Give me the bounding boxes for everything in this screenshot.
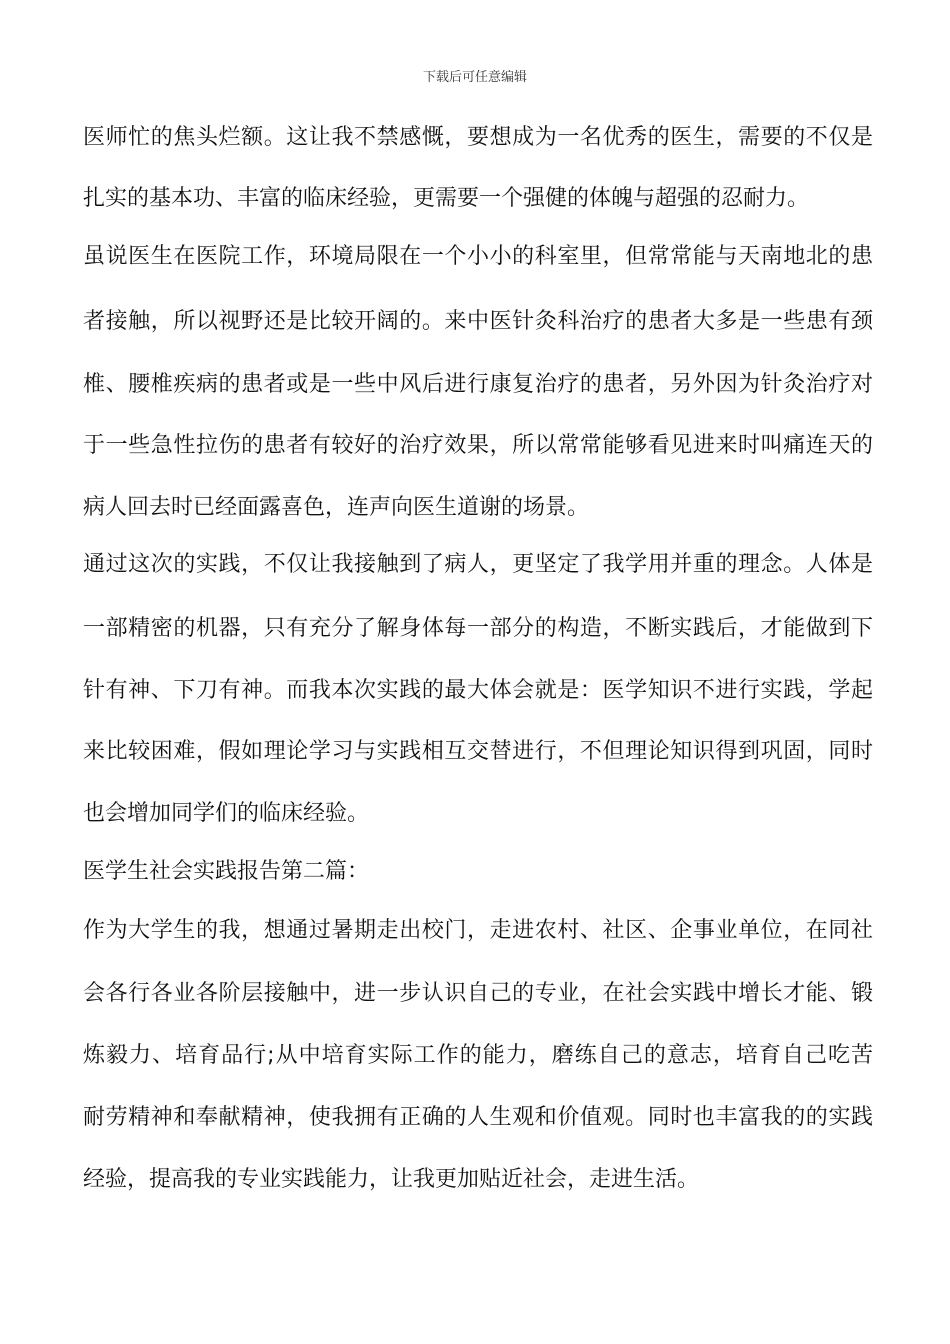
text-line: 作为大学生的我，想通过暑期走出校门，走进农村、社区、企事业单位，在同社 [83,918,873,943]
page-header: 下载后可任意编辑 [422,70,527,85]
text-line: 也会增加同学们的临床经验。 [83,801,370,826]
text-line: 扎实的基本功、丰富的临床经验，更需要一个强健的体魄与超强的忍耐力。 [83,186,810,211]
text-line: 者接触，所以视野还是比较开阔的。来中医针灸科治疗的患者大多是一些患有颈 [83,309,873,334]
text-line: 通过这次的实践，不仅让我接触到了病人，更坚定了我学用并重的理念。人体是 [83,552,873,577]
text-line: 医学生社会实践报告第二篇： [83,859,370,884]
text-line: 椎、腰椎疾病的患者或是一些中风后进行康复治疗的患者，另外因为针灸治疗对 [83,372,873,397]
text-line: 会各行各业各阶层接触中，进一步认识自己的专业，在社会实践中增长才能、锻 [83,981,873,1006]
text-line: 针有神、下刀有神。而我本次实践的最大体会就是：医学知识不进行实践，学起 [83,678,873,703]
text-line: 于一些急性拉伤的患者有较好的治疗效果，所以常常能够看见进来时叫痛连天的 [83,433,873,458]
text-line: 耐劳精神和奉献精神，使我拥有正确的人生观和价值观。同时也丰富我的的实践 [83,1105,873,1130]
text-line: 医师忙的焦头烂额。这让我不禁感慨，要想成为一名优秀的医生，需要的不仅是 [83,125,873,150]
text-line: 虽说医生在医院工作，环境局限在一个小小的科室里，但常常能与天南地北的患 [83,244,873,269]
text-line: 病人回去时已经面露喜色，连声向医生道谢的场景。 [83,495,590,520]
text-line: 一部精密的机器，只有充分了解身体每一部分的构造，不断实践后，才能做到下 [83,616,873,641]
text-line: 炼毅力、培育品行;从中培育实际工作的能力，磨练自己的意志，培育自己吃苦 [83,1043,873,1068]
text-line: 经验，提高我的专业实践能力，让我更加贴近社会，走进生活。 [83,1167,700,1192]
text-line: 来比较困难，假如理论学习与实践相互交替进行，不但理论知识得到巩固，同时 [83,739,873,764]
